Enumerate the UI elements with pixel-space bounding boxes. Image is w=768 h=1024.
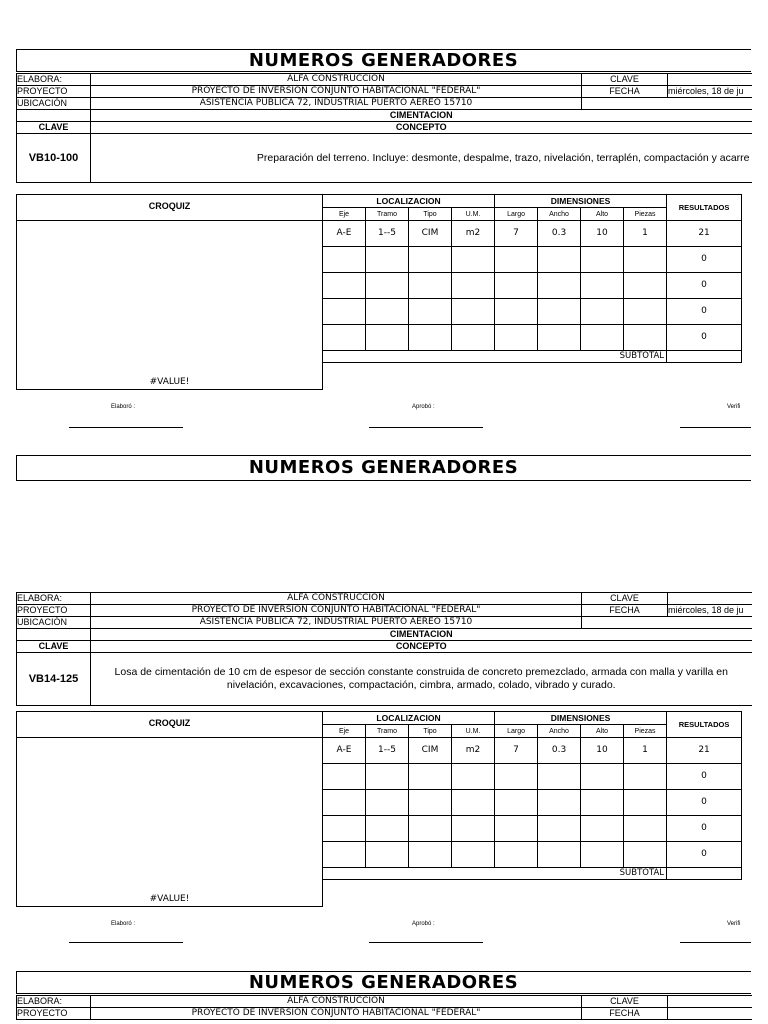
empresa-value: ALFA CONSTRUCCION (91, 996, 582, 1008)
proyecto-label: PROYECTO (17, 605, 91, 617)
subtotal-value (667, 868, 742, 880)
concept-description: Losa de cimentación de 10 cm de espesor de sección constante construida de concreto premezclado, armada con malla y varilla en nivelación, excavaciones, compactación, cimbra, armado, colado, vibrado y curado. (91, 653, 752, 706)
measurements-table (322, 194, 742, 363)
elaboro-signature-line (69, 427, 183, 428)
table-cell (452, 816, 495, 842)
table-cell (409, 842, 452, 868)
table-row (323, 273, 742, 299)
partida-value: CIMENTACION (91, 629, 752, 641)
table-cell: m2 (452, 221, 495, 247)
table-cell (409, 325, 452, 351)
column-header-eje: Eje (323, 208, 366, 221)
dimensiones-header: DIMENSIONES (495, 712, 667, 725)
table-cell: 7 (495, 221, 538, 247)
verifico-signature-line (680, 427, 751, 428)
table-cell: 7 (495, 738, 538, 764)
elabora-label: ELABORA: (17, 996, 91, 1008)
concept-key: VB14-125 (17, 653, 91, 706)
table-cell: A-E (323, 738, 366, 764)
header-table (16, 592, 752, 706)
table-cell: 0.3 (538, 738, 581, 764)
table-cell (409, 764, 452, 790)
table-cell (538, 299, 581, 325)
empresa-value: ALFA CONSTRUCCION (91, 593, 582, 605)
header-table (16, 995, 752, 1020)
column-header-piezas: Piezas (624, 208, 667, 221)
table-cell (495, 842, 538, 868)
table-cell (624, 247, 667, 273)
table-row (323, 325, 742, 351)
subtotal-label: SUBTOTAL (323, 868, 667, 880)
table-cell (624, 273, 667, 299)
column-header-tramo: Tramo (366, 208, 409, 221)
concept-description: Preparación del terreno. Incluye: desmonte, despalme, trazo, nivelación, terraplén, compactación y acarre (91, 134, 752, 183)
elaboro-signature-line (69, 942, 183, 943)
clave-column-header: CLAVE (17, 122, 91, 134)
result-cell: 0 (667, 299, 742, 325)
fecha-label: FECHA (582, 86, 668, 98)
table-cell (581, 790, 624, 816)
fecha-value: miércoles, 18 de ju (668, 605, 752, 617)
elabora-label: ELABORA: (17, 593, 91, 605)
table-cell: 10 (581, 738, 624, 764)
table-cell: 0.3 (538, 221, 581, 247)
column-header-ancho: Ancho (538, 725, 581, 738)
subtotal-label: SUBTOTAL (323, 351, 667, 363)
table-cell (624, 842, 667, 868)
verifico-label: Verifi (727, 404, 741, 410)
table-cell (366, 325, 409, 351)
clave-label: CLAVE (582, 996, 668, 1008)
verifico-label: Verifi (727, 921, 741, 927)
subtotal-row (323, 351, 742, 363)
table-cell: m2 (452, 738, 495, 764)
table-cell (624, 816, 667, 842)
result-cell: 0 (667, 790, 742, 816)
table-cell (495, 816, 538, 842)
table-cell (452, 842, 495, 868)
measurements-table (322, 711, 742, 880)
table-cell (538, 764, 581, 790)
column-header-largo: Largo (495, 725, 538, 738)
croquiz-label: CROQUIZ (148, 201, 191, 211)
table-cell (624, 299, 667, 325)
ubicacion-label: UBICACIÓN (17, 617, 91, 629)
column-header-alto: Alto (581, 725, 624, 738)
table-cell (624, 764, 667, 790)
table-cell (495, 247, 538, 273)
partida-value: CIMENTACION (91, 110, 752, 122)
table-cell (323, 816, 366, 842)
ubicacion-value: ASISTENCIA PUBLICA 72, INDUSTRIAL PUERTO AEREO 15710 (91, 98, 582, 110)
page-title: NUMEROS GENERADORES (248, 50, 519, 71)
dimensiones-header: DIMENSIONES (495, 195, 667, 208)
column-header-um: U.M. (452, 725, 495, 738)
table-cell (323, 247, 366, 273)
table-cell (581, 764, 624, 790)
table-cell: 10 (581, 221, 624, 247)
table-cell (581, 299, 624, 325)
clave-value (668, 593, 752, 605)
table-cell (409, 247, 452, 273)
resultados-header: RESULTADOS (667, 712, 742, 738)
fecha-value: miércoles, 18 de ju (668, 86, 752, 98)
clave-value (668, 996, 752, 1008)
concept-key: VB10-100 (17, 134, 91, 183)
table-cell (581, 816, 624, 842)
table-cell (452, 273, 495, 299)
table-cell (366, 790, 409, 816)
table-cell (323, 273, 366, 299)
croquiz-panel (16, 711, 323, 907)
concepto-column-header: CONCEPTO (91, 641, 752, 653)
table-cell (581, 842, 624, 868)
table-cell (409, 816, 452, 842)
column-header-tipo: Tipo (409, 725, 452, 738)
table-cell (323, 764, 366, 790)
table-row (323, 816, 742, 842)
proyecto-label: PROYECTO (17, 86, 91, 98)
column-header-alto: Alto (581, 208, 624, 221)
page-title: NUMEROS GENERADORES (248, 972, 519, 993)
column-header-eje: Eje (323, 725, 366, 738)
table-cell: A-E (323, 221, 366, 247)
result-cell: 0 (667, 247, 742, 273)
result-cell: 0 (667, 325, 742, 351)
table-cell (538, 247, 581, 273)
table-cell (366, 764, 409, 790)
elabora-label: ELABORA: (17, 74, 91, 86)
table-cell (323, 325, 366, 351)
table-cell (581, 273, 624, 299)
table-cell (452, 247, 495, 273)
result-cell: 0 (667, 842, 742, 868)
localizacion-header: LOCALIZACION (323, 712, 495, 725)
croquiz-value: #VALUE! (149, 377, 190, 387)
table-cell (366, 842, 409, 868)
clave-column-header: CLAVE (17, 641, 91, 653)
table-cell: 1--5 (366, 738, 409, 764)
table-cell (366, 273, 409, 299)
table-cell (538, 790, 581, 816)
table-cell (409, 299, 452, 325)
table-cell (452, 325, 495, 351)
table-cell: 1 (624, 738, 667, 764)
concepto-column-header: CONCEPTO (91, 122, 752, 134)
table-row (323, 842, 742, 868)
table-cell: 1 (624, 221, 667, 247)
column-header-tramo: Tramo (366, 725, 409, 738)
croquiz-label: CROQUIZ (148, 718, 191, 728)
table-row (323, 247, 742, 273)
table-cell: CIM (409, 738, 452, 764)
aprobo-signature-line (369, 427, 483, 428)
result-cell: 21 (667, 738, 742, 764)
elaboro-label: Elaboró : (111, 404, 136, 410)
table-row (323, 790, 742, 816)
table-cell (323, 842, 366, 868)
proyecto-value: PROYECTO DE INVERSION CONJUNTO HABITACIONAL "FEDERAL" (91, 605, 582, 617)
table-cell (366, 816, 409, 842)
column-header-piezas: Piezas (624, 725, 667, 738)
proyecto-value: PROYECTO DE INVERSION CONJUNTO HABITACIONAL "FEDERAL" (91, 86, 582, 98)
croquiz-panel (16, 194, 323, 390)
elaboro-label: Elaboró : (111, 921, 136, 927)
table-cell (624, 325, 667, 351)
result-cell: 21 (667, 221, 742, 247)
column-header-um: U.M. (452, 208, 495, 221)
localizacion-header: LOCALIZACION (323, 195, 495, 208)
table-row (323, 764, 742, 790)
table-cell (409, 273, 452, 299)
clave-label: CLAVE (582, 74, 668, 86)
page-title: NUMEROS GENERADORES (248, 457, 519, 478)
verifico-signature-line (680, 942, 751, 943)
table-cell (495, 790, 538, 816)
table-cell (538, 842, 581, 868)
table-cell (581, 247, 624, 273)
fecha-label: FECHA (582, 1008, 668, 1020)
table-cell (366, 247, 409, 273)
table-row (323, 221, 742, 247)
result-cell: 0 (667, 273, 742, 299)
clave-value (668, 74, 752, 86)
table-row (323, 299, 742, 325)
table-cell (452, 790, 495, 816)
empresa-value: ALFA CONSTRUCCION (91, 74, 582, 86)
resultados-header: RESULTADOS (667, 195, 742, 221)
aprobo-signature-line (369, 942, 483, 943)
fecha-label: FECHA (582, 605, 668, 617)
ubicacion-value: ASISTENCIA PUBLICA 72, INDUSTRIAL PUERTO AEREO 15710 (91, 617, 582, 629)
table-cell (624, 790, 667, 816)
column-header-tipo: Tipo (409, 208, 452, 221)
table-cell (495, 325, 538, 351)
table-cell (409, 790, 452, 816)
table-cell (452, 299, 495, 325)
subtotal-value (667, 351, 742, 363)
table-cell (495, 273, 538, 299)
table-cell: CIM (409, 221, 452, 247)
aprobo-label: Aprobó : (412, 404, 435, 410)
table-cell (366, 299, 409, 325)
clave-label: CLAVE (582, 593, 668, 605)
result-cell: 0 (667, 816, 742, 842)
table-cell (452, 764, 495, 790)
table-cell (323, 790, 366, 816)
ubicacion-label: UBICACIÓN (17, 98, 91, 110)
table-cell (538, 816, 581, 842)
column-header-largo: Largo (495, 208, 538, 221)
header-table (16, 73, 752, 183)
croquiz-value: #VALUE! (149, 894, 190, 904)
table-cell (538, 273, 581, 299)
table-row (323, 738, 742, 764)
table-cell (581, 325, 624, 351)
table-cell (538, 325, 581, 351)
table-cell (495, 764, 538, 790)
table-cell (323, 299, 366, 325)
proyecto-value: PROYECTO DE INVERSION CONJUNTO HABITACIONAL "FEDERAL" (91, 1008, 582, 1020)
column-header-ancho: Ancho (538, 208, 581, 221)
table-cell: 1--5 (366, 221, 409, 247)
subtotal-row (323, 868, 742, 880)
aprobo-label: Aprobó : (412, 921, 435, 927)
result-cell: 0 (667, 764, 742, 790)
proyecto-label: PROYECTO (17, 1008, 91, 1020)
table-cell (495, 299, 538, 325)
